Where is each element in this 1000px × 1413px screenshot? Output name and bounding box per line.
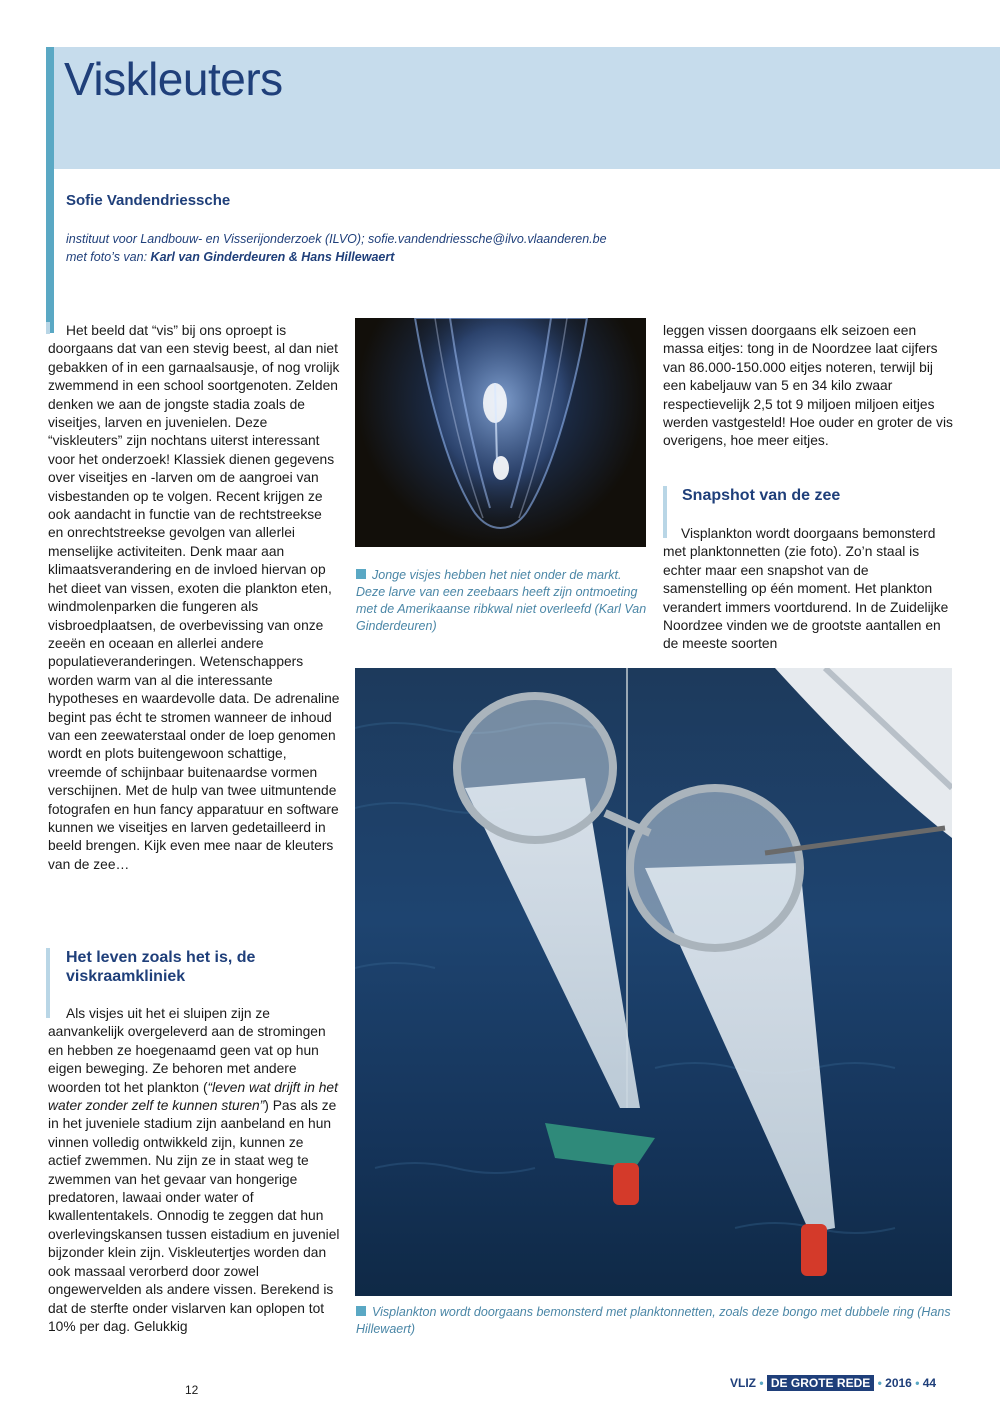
intro-text: Het beeld dat “vis” bij ons oproept is doorgaans dat van een stevig beest, al dan niet gebakken of in een garnaalsausje, of nog vrolijk zwemmend in een school soortgenoten. Zelden denken we aan de jongste stadia zoals de viseitjes, larven en juvenielen. Deze “viskleuters” zijn nochtans uiterst interessant voor het onderzoek! Klassiek dienen gegevens over viseitjes en -larven om de aangroei van visbestanden op te volgen. Recent krijgen ze ook aandacht in functie van de rechtstreekse en onrechtstreekse gevolgen van allerlei menselijke activiteiten. Denk maar aan klimaatsverandering en de invloed hiervan op het dieet van vissen, exoten die plankton eten, windmolenparken die fungeren als visbroedplaatsen, de overbevissing van onze zeeën en oceaan en allerlei andere populatieveranderingen. Wetenschappers worden warm van al die interessante hypotheses en waardevolle data. De adrenaline begint pas écht te stromen wanneer de inhoud van een zeewaterstaal onder de loep genomen wordt en plots buitengewoon schattige, vreemde of schijnbaar buitenaardse vormen verschijnen. Met de hulp van twee uitmuntende fotografen en hun fancy apparatuur en software kunnen we viseitjes en larven gedetailleerd in beeld brengen. Kijk even mee naar de kleuters van de zee… [48,323,340,872]
page-title: Viskleuters [64,53,283,105]
footer-publication [730,1376,936,1390]
author-affiliation [66,230,607,266]
section1-paragraph [48,1005,340,1336]
footer-separator: • [759,1376,764,1390]
footer-separator: • [877,1376,882,1390]
ribkwal-illustration [355,318,646,547]
footer-separator: • [915,1376,920,1390]
footer-org: VLIZ [730,1376,756,1390]
caption-marker [356,569,366,579]
affiliation-text: instituut voor Landbouw- en Visserijonderzoek (ILVO); sofie.vandendriessche@ilvo.vlaanderen.be [66,232,607,246]
photo-credit-names: Karl van Ginderdeuren & Hans Hillewaert [150,250,395,264]
section-heading-viskraamkliniek: Het leven zoals het is, de viskraamkliniek [66,949,256,985]
bongo-net-photo [355,668,952,1296]
column3-paragraph: leggen vissen doorgaans elk seizoen een massa eitjes: tong in de Noordzee laat cijfers van 86.000-150.000 eitjes noteren, terwijl bij een kabeljauw van 5 en 34 kilo zwaar respectievelijk 2,5 tot 9 miljoen miljoen eitjes werden vastgesteld! Hoe ouder en groter de vis overigens, hoe meer eitjes. [663,323,953,449]
caption-bongo-text: Visplankton wordt doorgaans bemonsterd met planktonnetten, zoals deze bongo met dubbele ring (Hans Hillewaert) [356,1305,951,1336]
section1-text-b: ) Pas als ze in het juveniele stadium zijn aanbeland en hun vinnen volledig ontwikkeld zijn, kunnen ze actief zwemmen. Nu zijn ze in staat weg te zwemmen van het gevaar van hongerige predatoren, lawaai onder water of kwallententakels. Onnodig te zeggen dat hun overlevingskansen tussen eistadium en juveniel bijzonder klein zijn. Viskleutertjes worden dan ook massaal verorberd door zowel ongewervelden als andere vissen. Berekend is dat de sterfte onder vislarven kan oplopen tot 10% per dag. Gelukkig [48,1098,340,1334]
caption-ribkwal [356,567,648,635]
page-number: 12 [185,1383,199,1397]
photo-credit-prefix: met foto’s van: [66,250,148,264]
footer-year: 2016 [885,1376,912,1390]
caption-marker [356,1306,366,1316]
title-accent-bar [46,47,54,333]
caption-bongo [356,1304,952,1338]
footer-issue: 44 [922,1376,937,1390]
section1-text-a: Als visjes uit het ei sluipen zijn ze aanvankelijk overgeleverd aan de stromingen en hebben ze hoegenaamd geen vat op hun eigen beweging. Ze behoren met andere woorden tot het plankton ( [48,1006,326,1095]
section-heading-snapshot: Snapshot van de zee [682,487,841,504]
footer-magazine: DE GROTE REDE [767,1375,874,1391]
section2-paragraph [663,525,955,654]
section1-text-italic: “leven wat drijft in het water zonder zelf te kunnen sturen” [48,1079,338,1114]
bongo-net-illustration [355,668,952,1296]
intro-paragraph [48,322,340,874]
caption-ribkwal-text: Jonge visjes hebben het niet onder de markt. Deze larve van een zeebaars heeft zijn ontmoeting met de Amerikaanse ribkwal niet overleefd (Karl Van Ginderdeuren) [356,568,647,633]
ribkwal-photo [355,318,646,547]
section2-text: Visplankton wordt doorgaans bemonsterd met planktonnetten (zie foto). Zo’n staal is echter maar een snapshot van de samenstelling op één moment. Het plankton verandert immers voortdurend. In de Zuidelijke Noordzee vinden we de grootste aantallen en de meeste soorten [663,526,949,652]
author-name: Sofie Vandendriessche [66,192,231,209]
